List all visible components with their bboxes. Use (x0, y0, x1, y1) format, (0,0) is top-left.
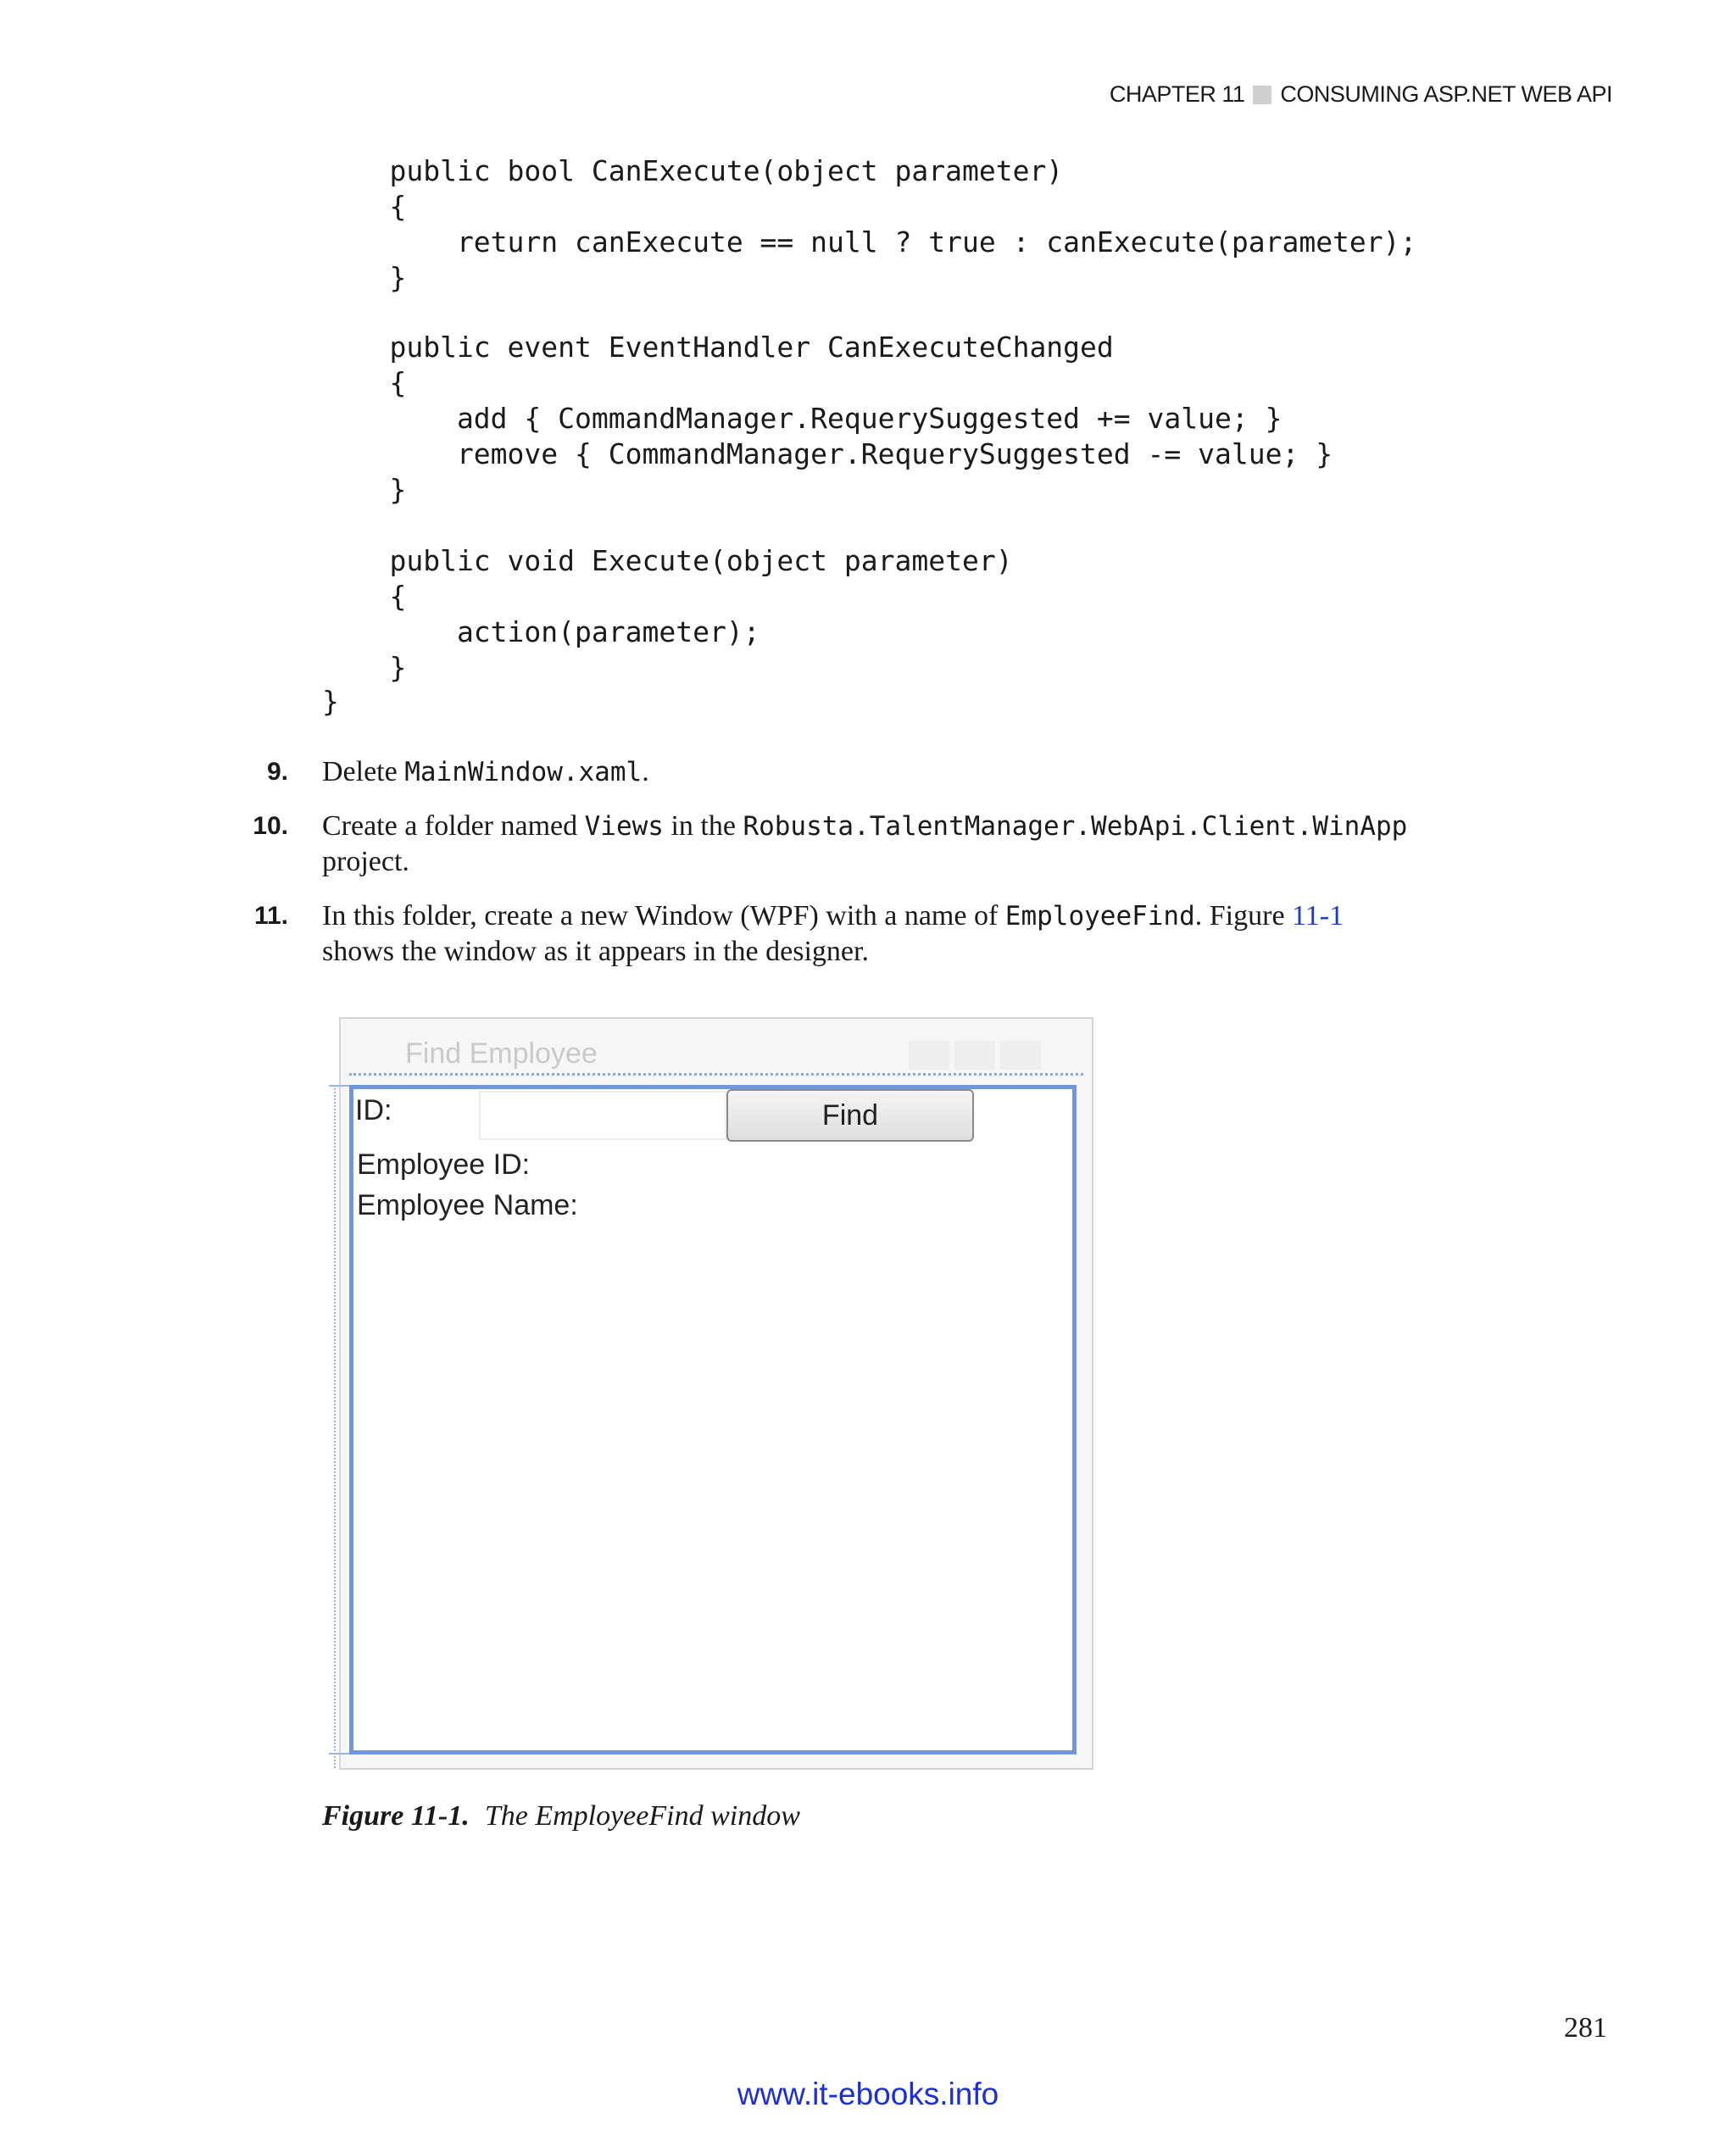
titlebar-guide (349, 1073, 1083, 1076)
id-textbox[interactable] (479, 1091, 726, 1140)
find-button[interactable]: Find (726, 1089, 974, 1142)
step-text (322, 809, 1424, 880)
step-text (322, 754, 1424, 790)
code-line: public bool CanExecute(object parameter) (322, 154, 1064, 187)
running-head (1110, 81, 1612, 108)
code-line: public event EventHandler CanExecuteChanged (322, 331, 1114, 364)
step-text-part: in the (663, 810, 743, 842)
code-line: { (322, 366, 407, 399)
step-text-part: In this folder, create a new Window (WPF) with a name of (322, 900, 1005, 931)
code-line: action(parameter); (322, 615, 760, 648)
vertical-guide (334, 1085, 336, 1768)
guide-tick (329, 1085, 349, 1087)
code-line: return canExecute == null ? true : canExecute(parameter); (322, 225, 1417, 259)
step-text-part: Delete (322, 756, 405, 787)
separator-square-icon (1253, 86, 1271, 104)
footer-link[interactable]: www.it-ebooks.info (737, 2077, 999, 2111)
code-line: { (322, 190, 407, 223)
step-number: 11. (253, 902, 288, 930)
id-label: ID: (355, 1094, 392, 1126)
code-line: } (322, 651, 407, 684)
designer-window-figure (339, 1017, 1093, 1770)
step-text (322, 898, 1424, 970)
window-content-grid[interactable] (349, 1085, 1077, 1755)
inline-code: Views (584, 811, 664, 842)
step-text-part: Create a folder named (322, 810, 585, 842)
code-line: { (322, 580, 407, 613)
step-number: 9. (266, 758, 288, 786)
code-line: } (322, 261, 407, 294)
window-title: Find Employee (405, 1037, 598, 1070)
close-icon (1000, 1041, 1041, 1070)
code-line: public void Execute(object parameter) (322, 544, 1013, 577)
step-text-part: . (642, 756, 649, 787)
code-line: remove { CommandManager.RequerySuggested -= value; } (322, 437, 1333, 470)
code-line: add { CommandManager.RequerySuggested += value; } (322, 402, 1283, 435)
figure-caption (322, 1800, 800, 1832)
caption-text: The EmployeeFind window (484, 1800, 800, 1832)
guide-tick (329, 1753, 349, 1755)
chapter-label: CHAPTER 11 (1109, 81, 1245, 107)
step-text-part: shows the window as it appears in the designer. (322, 936, 869, 967)
step-number: 10. (253, 812, 288, 840)
figure-link[interactable]: 11-1 (1292, 900, 1344, 931)
inline-code: EmployeeFind (1004, 901, 1195, 931)
step-text-part: project. (322, 846, 409, 877)
step-text-part: . Figure (1194, 900, 1293, 931)
code-line: } (322, 685, 339, 718)
caption-label: Figure 11-1. (322, 1800, 470, 1832)
maximize-icon (954, 1041, 995, 1070)
page-number: 281 (1564, 2012, 1607, 2044)
code-line: } (322, 473, 407, 506)
chapter-title: CONSUMING ASP.NET WEB API (1280, 81, 1612, 107)
employee-id-label: Employee ID: (357, 1148, 531, 1181)
inline-code: MainWindow.xaml (404, 757, 643, 787)
inline-code: Robusta.TalentManager.WebApi.Client.WinApp (743, 811, 1408, 842)
minimize-icon (909, 1041, 949, 1070)
employee-name-label: Employee Name: (357, 1189, 578, 1221)
